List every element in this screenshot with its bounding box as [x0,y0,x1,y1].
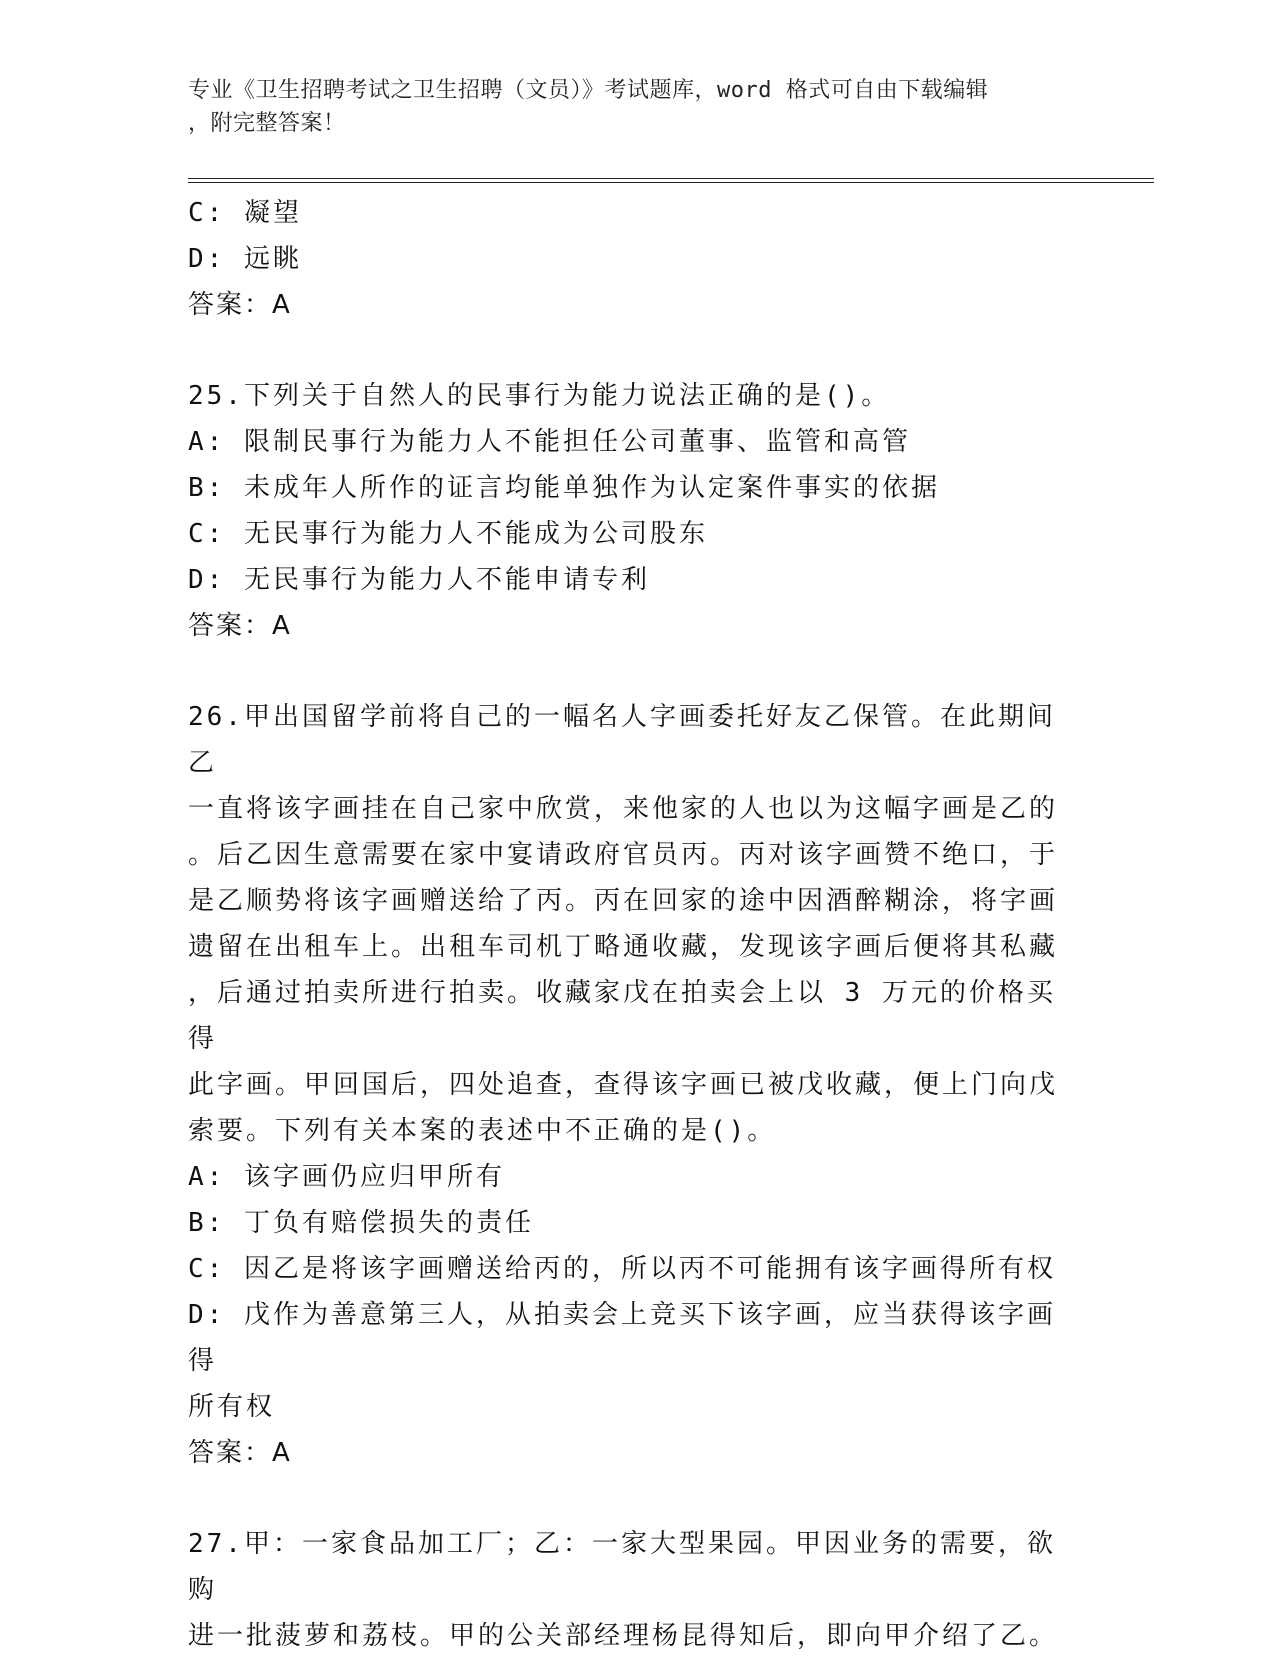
question-content [188,190,1078,1659]
option-d-continuation: 所有权 [188,1392,276,1422]
question-stem-line: 进一批菠萝和荔枝。甲的公关部经理杨昆得知后，即向甲介绍了乙。 [188,1621,1059,1651]
answer: 答案：A [188,611,292,641]
spacer [188,328,1078,373]
option-d: D: 远眺 [188,244,302,274]
header-rule-bottom [188,182,1154,183]
spacer [188,1476,1078,1521]
question-stem-line: 是乙顺势将该字画赠送给了丙。丙在回家的途中因酒醉糊涂，将字画 [188,886,1059,916]
option-c: C: 无民事行为能力人不能成为公司股东 [188,519,708,549]
question-stem-line: 27.甲：一家食品加工厂；乙：一家大型果园。甲因业务的需要，欲购 [188,1529,1056,1605]
option-a: A: 限制民事行为能力人不能担任公司董事、监管和高管 [188,427,911,457]
question-stem-line: 一直将该字画挂在自己家中欣赏，来他家的人也以为这幅字画是乙的 [188,794,1059,824]
header-line-1: 专业《卫生招聘考试之卫生招聘（文员）》考试题库，word 格式可自由下载编辑 [188,78,989,103]
spacer [188,649,1078,694]
option-d: D: 戊作为善意第三人，从拍卖会上竞买下该字画，应当获得该字画得 [188,1300,1056,1376]
question-24-partial [188,190,1078,328]
question-stem-line: 。后乙因生意需要在家中宴请政府官员丙。丙对该字画赞不绝口，于 [188,840,1059,870]
question-stem-line: 26.甲出国留学前将自己的一幅名人字画委托好友乙保管。在此期间乙 [188,702,1056,778]
option-c: C: 凝望 [188,198,302,228]
option-a: A: 该字画仍应归甲所有 [188,1162,505,1192]
question-stem-line: 索要。下列有关本案的表述中不正确的是()。 [188,1116,777,1146]
question-stem: 25.下列关于自然人的民事行为能力说法正确的是()。 [188,381,891,411]
question-stem-line: 此字画。甲回国后，四处追查，查得该字画已被戊收藏，便上门向戊 [188,1070,1059,1100]
header-line-2: ，附完整答案！ [188,111,346,136]
answer: 答案：A [188,1438,292,1468]
answer: 答案：A [188,290,292,320]
question-26 [188,694,1078,1476]
option-d: D: 无民事行为能力人不能申请专利 [188,565,650,595]
question-25 [188,373,1078,649]
option-b: B: 丁负有赔偿损失的责任 [188,1208,534,1238]
option-b: B: 未成年人所作的证言均能单独作为认定案件事实的依据 [188,473,940,503]
page-header [188,74,1068,140]
header-rule-top [188,178,1154,179]
option-c: C: 因乙是将该字画赠送给丙的，所以丙不可能拥有该字画得所有权 [188,1254,1056,1284]
question-stem-line: ，后通过拍卖所进行拍卖。收藏家戊在拍卖会上以 3 万元的价格买得 [188,978,1056,1054]
question-stem-line: 遗留在出租车上。出租车司机丁略通收藏，发现该字画后便将其私藏 [188,932,1059,962]
question-27 [188,1521,1078,1659]
